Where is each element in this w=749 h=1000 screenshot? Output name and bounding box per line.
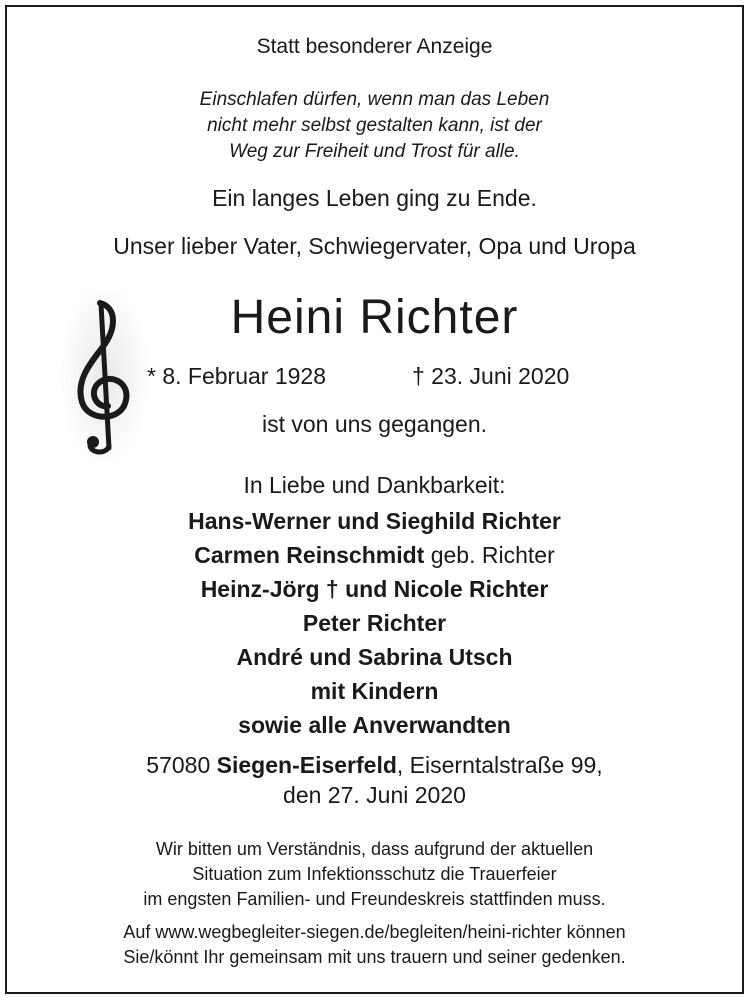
notice-header: Statt besonderer Anzeige (256, 35, 493, 58)
notice-line: Situation zum Infektionsschutz die Trauerfeier (192, 864, 557, 884)
relations-line: Unser lieber Vater, Schwiegervater, Opa und Uropa (113, 233, 636, 259)
love-line: In Liebe und Dankbarkeit: (243, 472, 506, 498)
family-member (7, 538, 742, 572)
city: Siegen-Eiserfeld (216, 752, 397, 778)
family-member-maiden: geb. Richter (424, 542, 555, 568)
family-list (7, 504, 742, 742)
address-block (7, 750, 742, 810)
quote-line: Weg zur Freiheit und Trost für alle. (229, 141, 520, 162)
family-member: Heinz-Jörg † und Nicole Richter (200, 576, 549, 602)
family-member: mit Kindern (310, 678, 439, 704)
memorial-quote (7, 87, 742, 165)
life-end-line: Ein langes Leben ging zu Ende. (212, 185, 537, 211)
web-notice-line: Sie/könnt Ihr gemeinsam mit uns trauern und seiner gedenken. (123, 947, 626, 967)
family-member: sowie alle Anverwandten (238, 712, 511, 738)
family-member: Peter Richter (302, 610, 447, 636)
death-date: † 23. Juni 2020 (412, 363, 570, 389)
obituary-notice (5, 5, 744, 994)
web-notice (7, 920, 742, 970)
family-member-name: Carmen Reinschmidt (194, 542, 425, 568)
address-line (7, 750, 742, 780)
funeral-notice (7, 837, 742, 912)
family-member: André und Sabrina Utsch (236, 644, 513, 670)
quote-line: nicht mehr selbst gestalten kann, ist der (207, 115, 542, 136)
deceased-name: Heini Richter (230, 291, 519, 344)
postal-code: 57080 (146, 752, 217, 778)
notice-line: Wir bitten um Verständnis, dass aufgrund der aktuellen (155, 839, 594, 859)
gone-line: ist von uns gegangen. (261, 411, 488, 437)
street: , Eiserntalstraße 99, (396, 752, 603, 778)
family-member: Hans-Werner und Sieghild Richter (188, 508, 561, 534)
web-notice-line: Auf www.wegbegleiter-siegen.de/begleiten/heini-richter können (123, 922, 626, 942)
birth-date: * 8. Februar 1928 (147, 363, 327, 389)
notice-date: den 27. Juni 2020 (283, 782, 466, 808)
notice-line: im engsten Familien- und Freundeskreis stattfinden muss. (143, 889, 606, 909)
quote-line: Einschlafen dürfen, wenn man das Leben (199, 89, 550, 110)
